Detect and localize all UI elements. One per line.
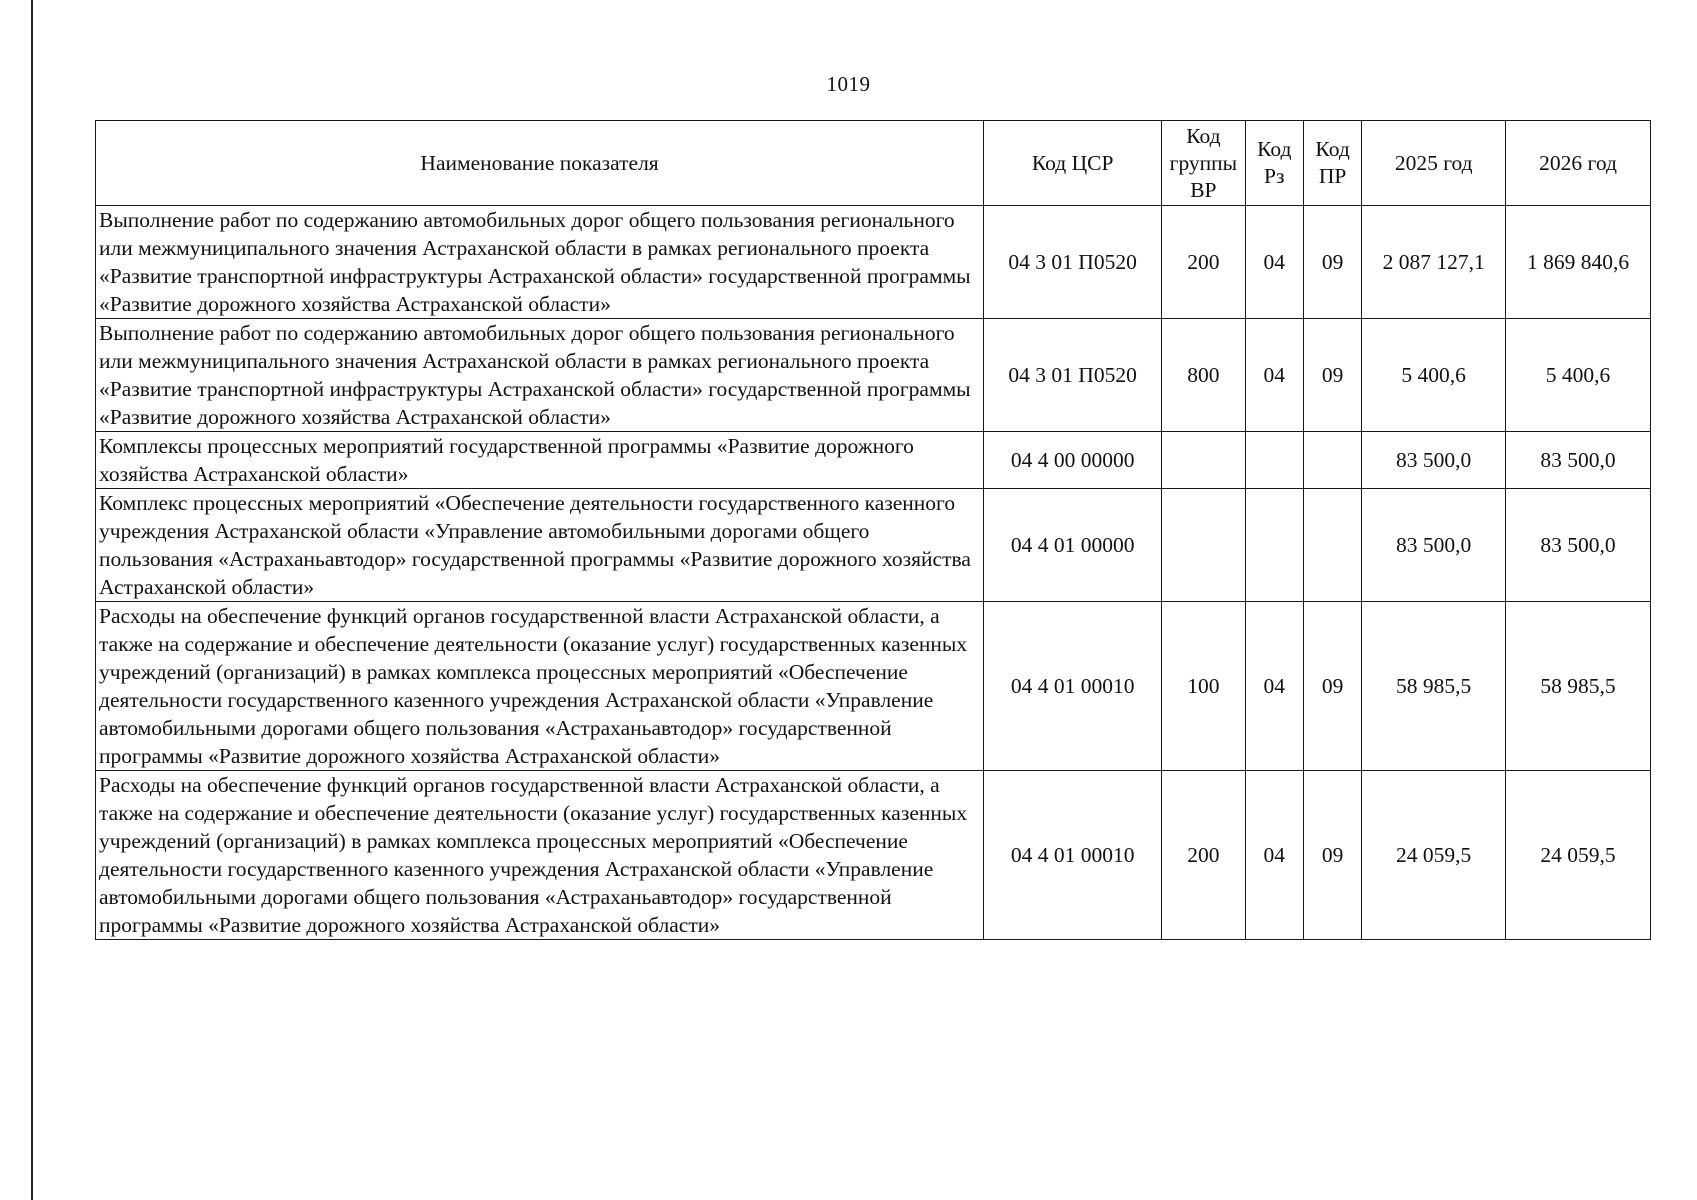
cell-name: Расходы на обеспечение функций органов государственной власти Астраханской области, а также на содержание и обеспечение деятельности (оказание услуг) государственных казенных учреждений (организаций) в рамках комплекса процессных мероприятий «Обеспечение деятельности государственного казенного учреждения Астраханской области «Управление автомобильными дорогами общего пользования «Астраханьавтодор» государственной программы «Развитие дорожного хозяйства Астраханской области» (96, 602, 984, 771)
table-row (96, 319, 1651, 432)
cell-rz-code: 04 (1245, 602, 1303, 771)
table-body (96, 206, 1651, 940)
table-row (96, 206, 1651, 319)
cell-pr-code: 09 (1303, 771, 1361, 940)
cell-pr-code: 09 (1303, 602, 1361, 771)
cell-amount-2026: 83 500,0 (1506, 432, 1651, 489)
table-row (96, 489, 1651, 602)
cell-vr-code: 200 (1162, 206, 1245, 319)
cell-rz-code: 04 (1245, 771, 1303, 940)
cell-amount-2026: 58 985,5 (1506, 602, 1651, 771)
cell-name: Выполнение работ по содержанию автомобильных дорог общего пользования регионального или межмуниципального значения Астраханской области в рамках регионального проекта «Развитие транспортной инфраструктуры Астраханской области» государственной программы «Развитие дорожного хозяйства Астраханской области» (96, 319, 984, 432)
cell-rz-code (1245, 432, 1303, 489)
header-year-2026: 2026 год (1506, 121, 1651, 206)
cell-vr-code (1162, 489, 1245, 602)
cell-amount-2026: 24 059,5 (1506, 771, 1651, 940)
cell-pr-code (1303, 432, 1361, 489)
cell-amount-2026: 5 400,6 (1506, 319, 1651, 432)
cell-amount-2026: 83 500,0 (1506, 489, 1651, 602)
cell-amount-2025: 83 500,0 (1362, 489, 1506, 602)
cell-pr-code: 09 (1303, 206, 1361, 319)
header-name: Наименование показателя (96, 121, 984, 206)
header-vr-code: Код группы ВР (1162, 121, 1245, 206)
cell-csr-code: 04 4 01 00010 (984, 602, 1162, 771)
cell-name: Выполнение работ по содержанию автомобильных дорог общего пользования регионального или межмуниципального значения Астраханской области в рамках регионального проекта «Развитие транспортной инфраструктуры Астраханской области» государственной программы «Развитие дорожного хозяйства Астраханской области» (96, 206, 984, 319)
binding-margin-line (31, 0, 33, 1200)
cell-pr-code: 09 (1303, 319, 1361, 432)
cell-amount-2025: 24 059,5 (1362, 771, 1506, 940)
cell-rz-code: 04 (1245, 206, 1303, 319)
cell-vr-code: 800 (1162, 319, 1245, 432)
budget-table (95, 120, 1651, 940)
cell-amount-2026: 1 869 840,6 (1506, 206, 1651, 319)
cell-rz-code (1245, 489, 1303, 602)
cell-csr-code: 04 3 01 П0520 (984, 319, 1162, 432)
cell-csr-code: 04 3 01 П0520 (984, 206, 1162, 319)
table-row (96, 432, 1651, 489)
header-rz-code: Код Рз (1245, 121, 1303, 206)
cell-rz-code: 04 (1245, 319, 1303, 432)
cell-name: Расходы на обеспечение функций органов государственной власти Астраханской области, а также на содержание и обеспечение деятельности (оказание услуг) государственных казенных учреждений (организаций) в рамках комплекса процессных мероприятий «Обеспечение деятельности государственного казенного учреждения Астраханской области «Управление автомобильными дорогами общего пользования «Астраханьавтодор» государственной программы «Развитие дорожного хозяйства Астраханской области» (96, 771, 984, 940)
cell-vr-code: 200 (1162, 771, 1245, 940)
cell-csr-code: 04 4 01 00010 (984, 771, 1162, 940)
page-number: 1019 (826, 72, 871, 96)
cell-pr-code (1303, 489, 1361, 602)
header-pr-code: Код ПР (1303, 121, 1361, 206)
cell-vr-code (1162, 432, 1245, 489)
header-year-2025: 2025 год (1362, 121, 1506, 206)
table-row (96, 602, 1651, 771)
cell-name: Комплекс процессных мероприятий «Обеспечение деятельности государственного казенного учреждения Астраханской области «Управление автомобильными дорогами общего пользования «Астраханьавтодор» государственной программы «Развитие дорожного хозяйства Астраханской области» (96, 489, 984, 602)
cell-amount-2025: 83 500,0 (1362, 432, 1506, 489)
cell-amount-2025: 2 087 127,1 (1362, 206, 1506, 319)
cell-amount-2025: 58 985,5 (1362, 602, 1506, 771)
cell-name: Комплексы процессных мероприятий государственной программы «Развитие дорожного хозяйства Астраханской области» (96, 432, 984, 489)
header-row (96, 121, 1651, 206)
cell-vr-code: 100 (1162, 602, 1245, 771)
cell-csr-code: 04 4 00 00000 (984, 432, 1162, 489)
table-row (96, 771, 1651, 940)
cell-csr-code: 04 4 01 00000 (984, 489, 1162, 602)
table-header (96, 121, 1651, 206)
cell-amount-2025: 5 400,6 (1362, 319, 1506, 432)
header-csr-code: Код ЦСР (984, 121, 1162, 206)
